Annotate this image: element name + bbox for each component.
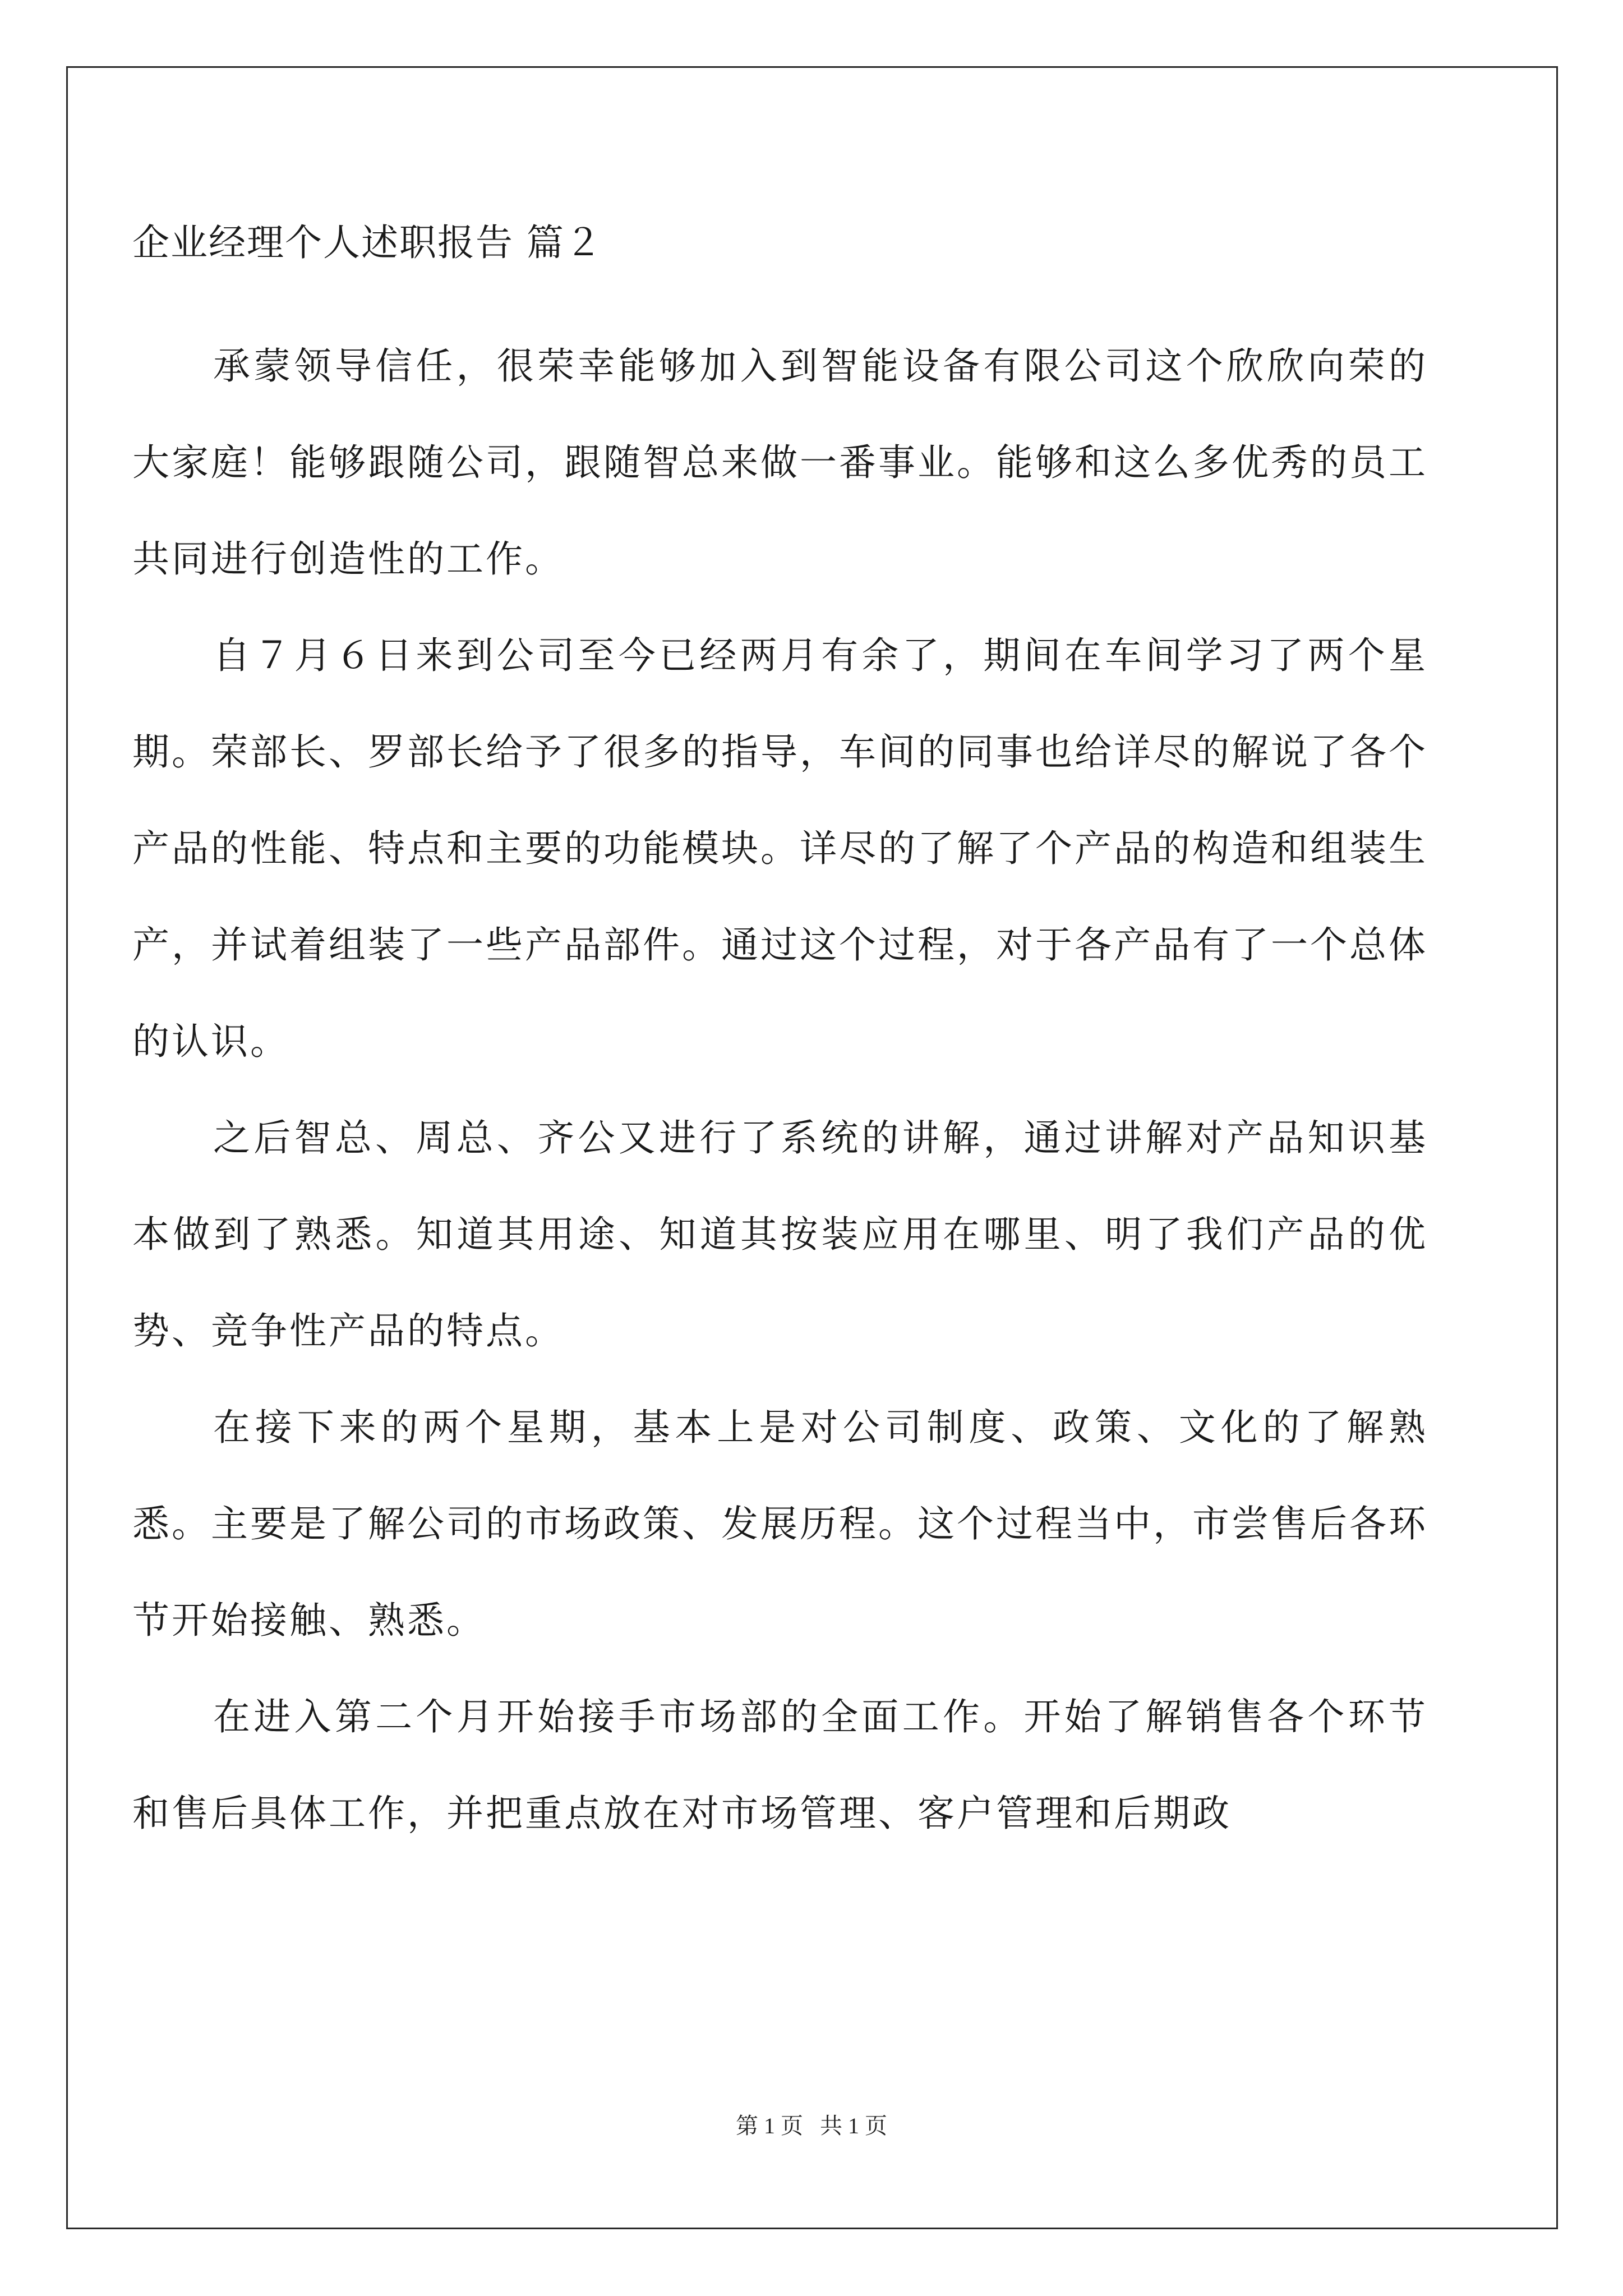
- document-title: 企业经理个人述职报告 篇２: [132, 221, 603, 264]
- paragraph-5: 在进入第二个月开始接手市场部的全面工作。开始了解销售各个环节和售后具体工作，并把重点放在对市场管理、客户管理和后期政: [132, 1695, 1428, 1835]
- paragraph-4: 在接下来的两个星期，基本上是对公司制度、政策、文化的了解熟悉。主要是了解公司的市场政策、发展历程。这个过程当中，市尝售后各环节开始接触、熟悉。: [132, 1406, 1428, 1642]
- paragraph-1: 承蒙领导信任，很荣幸能够加入到智能设备有限公司这个欣欣向荣的大家庭！能够跟随公司，跟随智总来做一番事业。能够和这么多优秀的员工共同进行创造性的工作。: [132, 344, 1428, 581]
- page-number: 第 1 页: [736, 2113, 803, 2138]
- page-total: 共 1 页: [820, 2113, 887, 2138]
- paragraph-3: 之后智总、周总、齐公又进行了系统的讲解，通过讲解对产品知识基本做到了熟悉。知道其用途、知道其按装应用在哪里、明了我们产品的优势、竞争性产品的特点。: [132, 1116, 1428, 1352]
- page-footer: [0, 2115, 1623, 2137]
- paragraph-2: 自７月６日来到公司至今已经两月有余了，期间在车间学习了两个星期。荣部长、罗部长给予了很多的指导，车间的同事也给详尽的解说了各个产品的性能、特点和主要的功能模块。详尽的了解了个产品的构造和组装生产，并试着组装了一些产品部件。通过这个过程，对于各产品有了一个总体的认识。: [132, 634, 1428, 1063]
- document-text: [132, 318, 1428, 1862]
